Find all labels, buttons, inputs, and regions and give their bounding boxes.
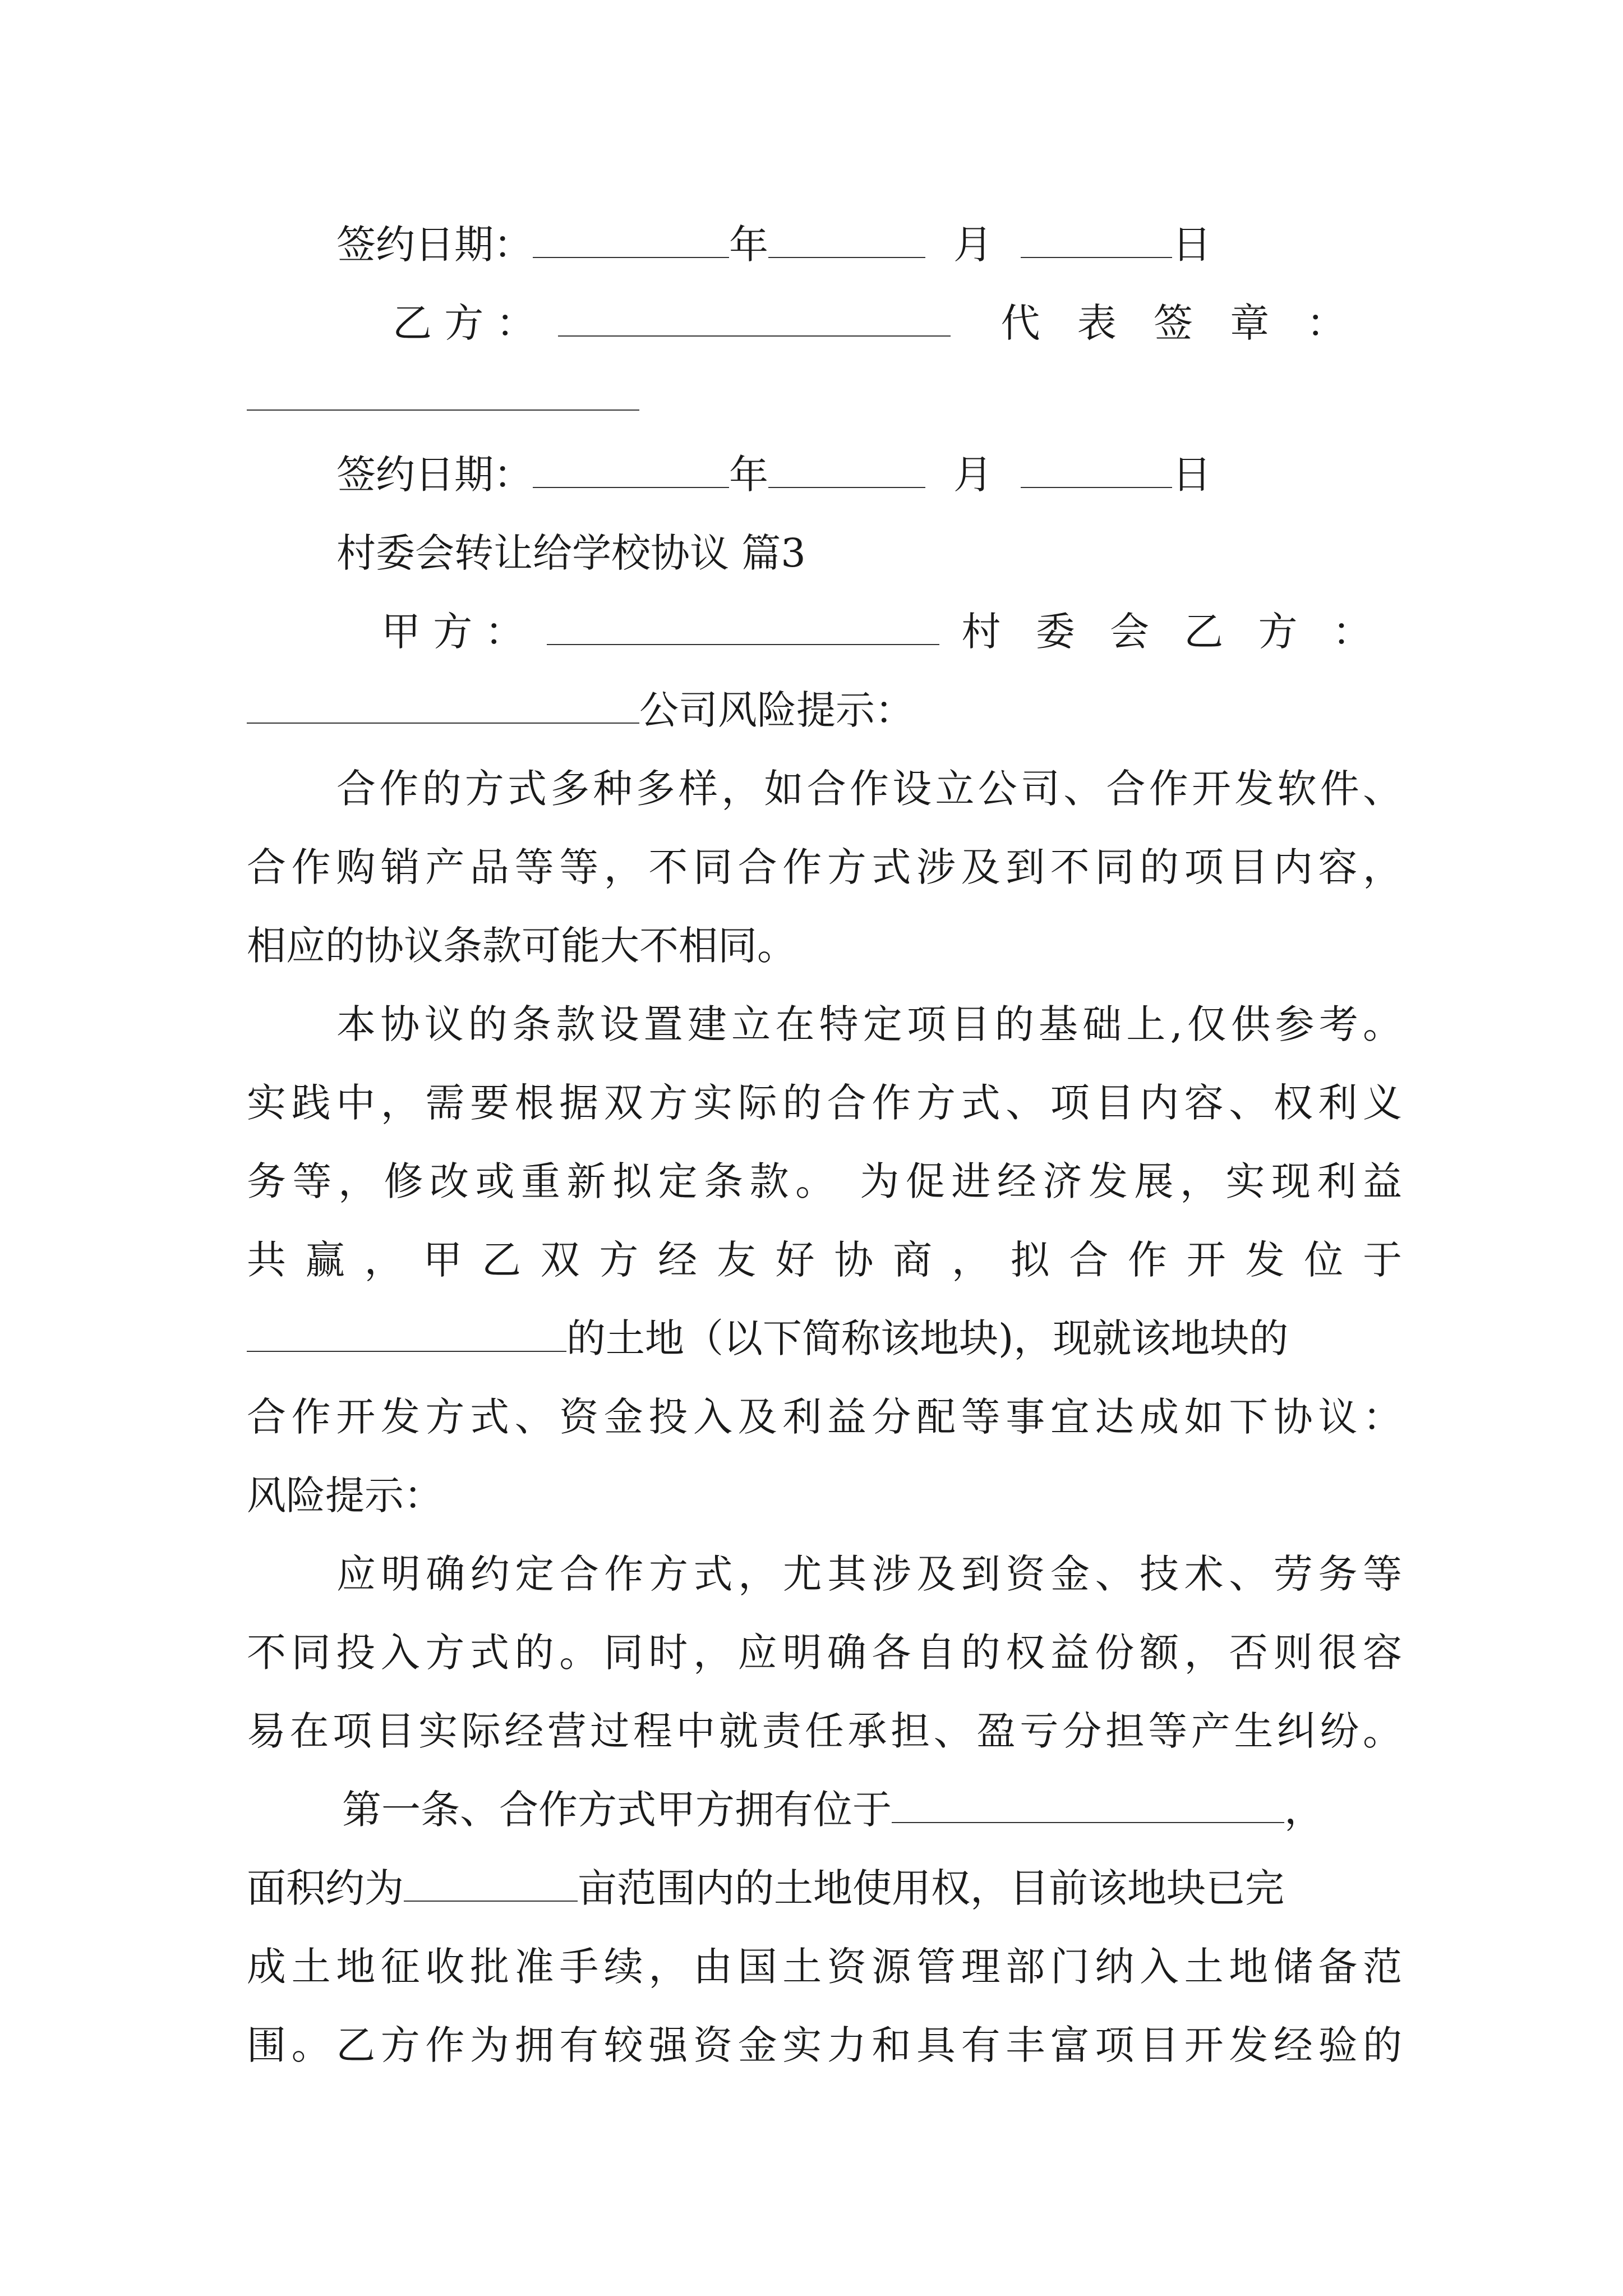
party-a-blank	[547, 605, 939, 645]
party-b-label: 乙 方 ：	[393, 300, 536, 346]
month-blank	[768, 218, 925, 258]
paragraph-2-line-5	[247, 1299, 1402, 1378]
paragraph-2-line-6: 合作开发方式、资金投入及利益分配等事宜达成如下协议：	[247, 1394, 1402, 1440]
paragraph-1-line-3: 相应的协议条款可能大不相同。	[247, 923, 796, 969]
month-blank	[768, 448, 925, 488]
risk-tip-label: 风险提示：	[247, 1473, 443, 1519]
section-title: 村委会转让给学校协议 篇3	[336, 530, 806, 576]
rep-sign-blank	[247, 409, 639, 411]
party-a-label: 甲 方 ：	[381, 609, 524, 655]
paragraph-2-line-2: 实践中，需要根据双方实际的合作方式、项目内容、权利义	[247, 1080, 1402, 1126]
year-blank	[533, 218, 729, 258]
sign-date-label: 签约日期：	[336, 452, 533, 498]
paragraph-2-line-4: 共 赢 ， 甲 乙 双 方 经 友 好 协 商 ， 拟 合 作 开 发 位 于	[247, 1237, 1402, 1283]
month-label: 月	[953, 222, 993, 268]
paragraph-2-line-3: 务等，修改或重新拟定条款。 为促进经济发展，实现利益	[247, 1158, 1402, 1204]
paragraph-1-line-2: 合作购销产品等等，不同合作方式涉及到不同的项目内容，	[247, 844, 1402, 890]
article-1-line-3: 成土地征收批准手续，由国土资源管理部门纳入土地储备范	[247, 1944, 1402, 1990]
party-b-line	[247, 284, 1402, 362]
paragraph-3-line-1: 应明确约定合作方式，尤其涉及到资金、技术、劳务等	[336, 1551, 1402, 1597]
sign-date-line-2	[247, 435, 1402, 514]
article-1-line-2	[247, 1849, 1402, 1927]
day-blank	[1021, 218, 1172, 258]
paragraph-1-line-1: 合作的方式多种多样，如合作设立公司、合作开发软件、	[336, 766, 1402, 812]
risk-company-label: 公司风险提示：	[639, 687, 914, 733]
article-1-line-4: 围。乙方作为拥有较强资金实力和具有丰富项目开发经验的	[247, 2022, 1402, 2068]
article-1-comma: ，	[1284, 1787, 1324, 1833]
risk-company-line	[247, 671, 1402, 749]
area-blank	[404, 1861, 578, 1902]
location-blank	[247, 1312, 566, 1352]
party-a-line	[247, 592, 1402, 671]
paragraph-2-line-1: 本协议的条款设置建立在特定项目的基础上,仅供参考。	[336, 1001, 1402, 1047]
land-location-blank	[892, 1783, 1284, 1823]
year-label: 年	[729, 452, 768, 498]
company-blank	[247, 683, 639, 724]
day-label: 日	[1172, 452, 1211, 498]
month-label: 月	[953, 452, 993, 498]
sign-date-label: 签约日期：	[336, 222, 533, 268]
area-label: 面积约为	[247, 1865, 404, 1911]
paragraph-3-line-2: 不同投入方式的。同时，应明确各自的权益份额，否则很容	[247, 1630, 1402, 1676]
village-party-b-label: 村 委 会 乙 方 ：	[961, 609, 1383, 655]
article-1-line-1	[247, 1770, 1402, 1849]
year-label: 年	[729, 222, 768, 268]
party-b-blank	[558, 296, 951, 337]
paragraph-2-tail: 的土地（以下简称该地块)，现就该地块的	[566, 1315, 1289, 1361]
article-1-start: 第一条、合作方式甲方拥有位于	[342, 1787, 892, 1833]
year-blank	[533, 448, 729, 488]
paragraph-3-line-3: 易在项目实际经营过程中就责任承担、盈亏分担等产生纠纷。	[247, 1708, 1402, 1754]
day-label: 日	[1172, 222, 1211, 268]
sign-date-line-1	[247, 205, 1402, 284]
representative-sign-label: 代 表 签 章 ：	[1000, 300, 1358, 346]
area-rest: 亩范围内的土地使用权，目前该地块已完	[578, 1865, 1284, 1911]
day-blank	[1021, 448, 1172, 488]
